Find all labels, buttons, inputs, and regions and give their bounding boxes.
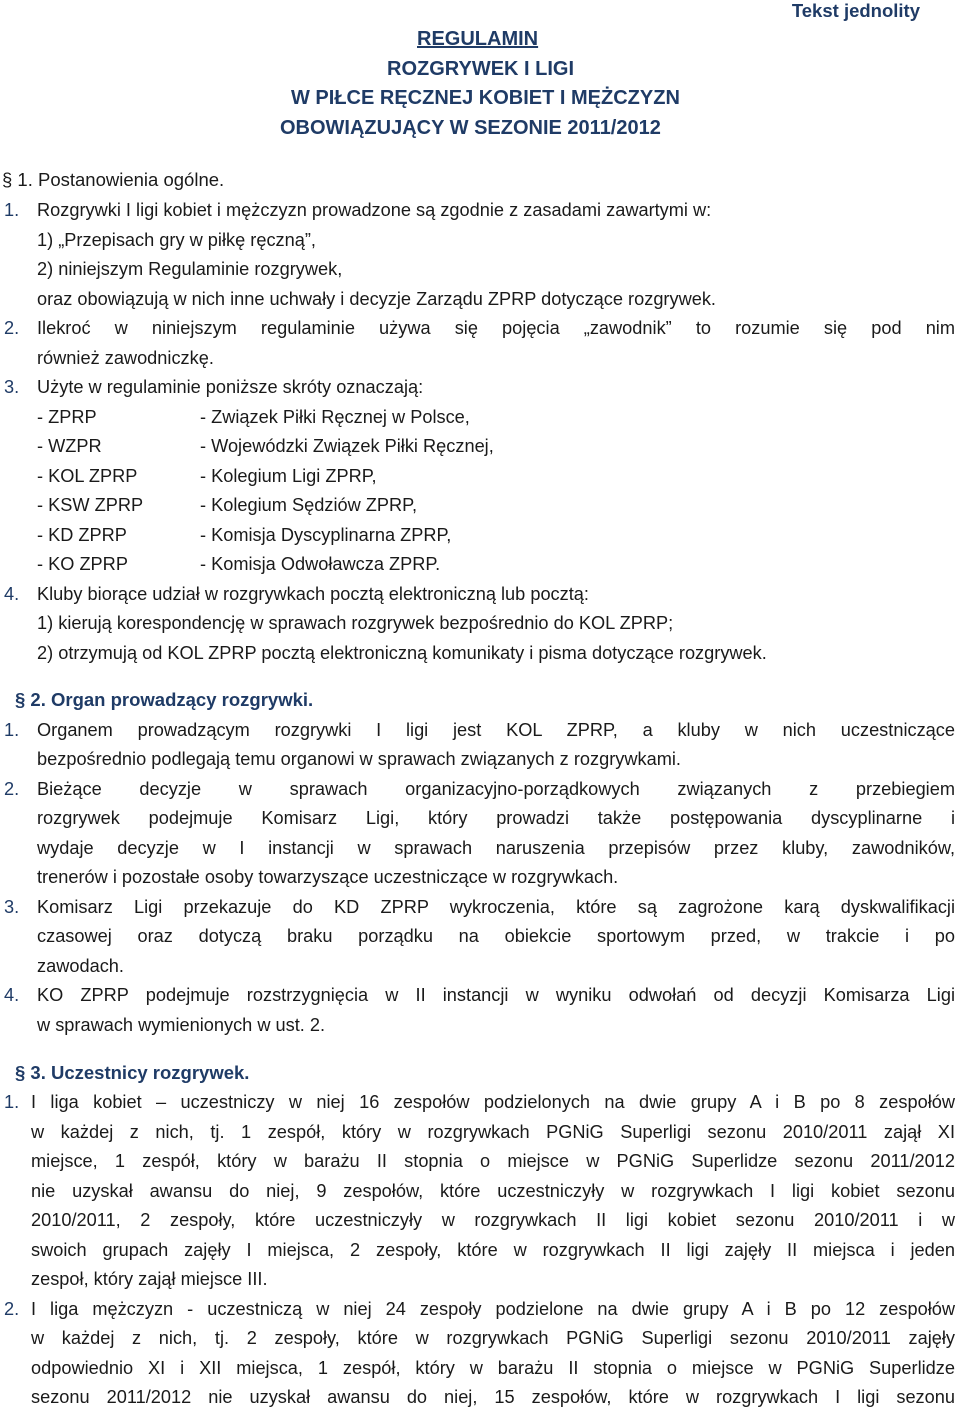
abbr-long: - Komisja Dyscyplinarna ZPRP,	[200, 525, 452, 545]
s2-p3-line-1: Komisarz Ligi przekazuje do KD ZPRP wykroczenia, które są zagrożone karą dyskwalifikacji	[37, 898, 955, 917]
document-title-line-2: ROZGRYWEK I LIGI	[387, 58, 575, 80]
s3-p2-line-4: sezonu 2011/2012 nie uzyskał awansu do niej, 15 zespołów, które w rozgrywkach I ligi sezonu	[31, 1388, 955, 1407]
abbr-short: - KO ZPRP	[37, 554, 128, 574]
s3-p1-line-3: miejsce, 1 zespół, który w barażu II stopnia o miejsce w PGNiG Superlidze sezonu 2011/2012	[31, 1152, 955, 1171]
s2-p4-line-2: w sprawach wymienionych w ust. 2.	[37, 1015, 326, 1035]
s2-p1-line-1: Organem prowadzącym rozgrywki I ligi jest KOL ZPRP, a kluby w nich uczestniczące	[37, 721, 955, 740]
s2-p3-line-2: czasowej oraz dotyczą braku porządku na obiekcie sportowym przed, w trakcie i po	[37, 927, 955, 946]
s2-p2-number: 2.	[4, 779, 20, 799]
s2-p2-line-1: Bieżące decyzje w sprawach organizacyjno-porządkowych związanych z przebiegiem	[37, 780, 955, 799]
s2-p2-line-2: rozgrywek podejmuje Komisarz Ligi, który prowadzi także postępowania dyscyplinarne i	[37, 809, 955, 828]
abbr-long: - Związek Piłki Ręcznej w Polsce,	[200, 407, 470, 427]
abbreviation-row	[37, 467, 637, 485]
abbr-short: - KOL ZPRP	[37, 466, 138, 486]
abbreviation-row	[37, 408, 637, 426]
s3-p1-line-1: I liga kobiet – uczestniczy w niej 16 zespołów podzielonych na dwie grupy A i B po 8 zespołów	[31, 1093, 955, 1112]
s2-p4-line-1: KO ZPRP podejmuje rozstrzygnięcia w II instancji w wyniku odwołań od decyzji Komisarza Ligi	[37, 986, 955, 1005]
abbreviation-row	[37, 496, 637, 514]
s2-p2-line-4: trenerów i pozostałe osoby towarzyszące uczestniczące w rozgrywkach.	[37, 867, 619, 887]
document-title-line-3: W PIŁCE RĘCZNEJ KOBIET I MĘŻCZYZN	[291, 87, 680, 109]
s3-p1-line-5: 2010/2011, 2 zespoły, które uczestniczyły w rozgrywkach II ligi kobiet sezonu 2010/2011 i w	[31, 1211, 955, 1230]
s3-p1-line-6: swoich grupach zajęły I miejsca, 2 zespoły, które w rozgrywkach II ligi zajęły II miejsca i jeden	[31, 1241, 955, 1260]
s1-p2-number: 2.	[4, 318, 20, 338]
abbr-short: - WZPR	[37, 436, 102, 456]
s3-p1-line-4: nie uzyskał awansu do niej, 9 zespołów, które uczestniczyły w rozgrywkach I ligi kobiet sezonu	[31, 1182, 955, 1201]
abbr-long: - Kolegium Ligi ZPRP,	[200, 466, 377, 486]
s1-p4-text: Kluby biorące udział w rozgrywkach pocztą elektroniczną lub pocztą:	[37, 584, 589, 604]
s3-p2-line-3: odpowiednio XI i XII miejsca, 1 zespół, który w barażu II stopnia o miejsce w PGNiG Superlidze	[31, 1359, 955, 1378]
abbr-short: - KSW ZPRP	[37, 495, 144, 515]
s3-p1-line-7: zespoł, który zajął miejsce III.	[31, 1269, 268, 1289]
document-status-label: Tekst jednolity	[791, 0, 920, 21]
abbr-long: - Wojewódzki Związek Piłki Ręcznej,	[200, 436, 494, 456]
s2-p2-line-3: wydaje decyzje w I instancji w sprawach naruszenia przepisów przez kluby, zawodników,	[37, 839, 955, 858]
s3-p2-number: 2.	[4, 1299, 20, 1319]
document-title-line-4: OBOWIĄZUJĄCY W SEZONIE 2011/2012	[280, 117, 661, 139]
section-2-heading: § 2. Organ prowadzący rozgrywki.	[15, 689, 314, 710]
s1-p1-number: 1.	[4, 200, 20, 220]
s1-p2-line-2: również zawodniczkę.	[37, 348, 214, 368]
s2-p3-number: 3.	[4, 897, 20, 917]
s2-p1-line-2: bezpośrednio podlegają temu organowi w sprawach związanych z rozgrywkami.	[37, 749, 681, 769]
s2-p3-line-3: zawodach.	[37, 956, 124, 976]
s1-p2-line-1: Ilekroć w niniejszym regulaminie używa się pojęcia „zawodnik” to rozumie się pod nim	[37, 319, 955, 338]
s3-p2-line-1: I liga mężczyzn - uczestniczą w niej 24 zespoły podzielone na dwie grupy A i B po 12 zespołów	[31, 1300, 955, 1319]
s1-p1-tail: oraz obowiązują w nich inne uchwały i decyzje Zarządu ZPRP dotyczące rozgrywek.	[37, 289, 716, 309]
s1-p4-number: 4.	[4, 584, 20, 604]
abbr-long: - Komisja Odwoławcza ZPRP.	[200, 554, 441, 574]
s1-p1-item-1: 1) „Przepisach gry w piłkę ręczną”,	[37, 230, 316, 250]
abbreviation-row	[37, 437, 637, 455]
abbr-long: - Kolegium Sędziów ZPRP,	[200, 495, 417, 515]
s3-p1-line-2: w każdej z nich, tj. 1 zespół, który w rozgrywkach PGNiG Superligi sezonu 2010/2011 zajął XI	[31, 1123, 955, 1142]
s2-p4-number: 4.	[4, 985, 20, 1005]
abbreviation-row	[37, 555, 637, 573]
abbreviation-row	[37, 526, 637, 544]
s1-p4-item-2: 2) otrzymują od KOL ZPRP pocztą elektroniczną komunikaty i pisma dotyczące rozgrywek.	[37, 643, 767, 663]
s1-p3-text: Użyte w regulaminie poniższe skróty oznaczają:	[37, 377, 424, 397]
abbr-short: - ZPRP	[37, 407, 97, 427]
s1-p4-item-1: 1) kierują korespondencję w sprawach rozgrywek bezpośrednio do KOL ZPRP;	[37, 613, 674, 633]
document-title-line-1: REGULAMIN	[417, 28, 539, 50]
s3-p2-line-2: w każdej z nich, tj. 2 zespoły, które w rozgrywkach PGNiG Superligi sezonu 2010/2011 zajęły	[31, 1329, 955, 1348]
section-1-heading: § 1. Postanowienia ogólne.	[2, 169, 225, 190]
s1-p1-text: Rozgrywki I ligi kobiet i mężczyzn prowadzone są zgodnie z zasadami zawartymi w:	[37, 200, 712, 220]
s3-p1-number: 1.	[4, 1092, 20, 1112]
abbr-short: - KD ZPRP	[37, 525, 127, 545]
s1-p1-item-2: 2) niniejszym Regulaminie rozgrywek,	[37, 259, 343, 279]
section-3-heading: § 3. Uczestnicy rozgrywek.	[15, 1062, 250, 1083]
s1-p3-number: 3.	[4, 377, 20, 397]
s2-p1-number: 1.	[4, 720, 20, 740]
